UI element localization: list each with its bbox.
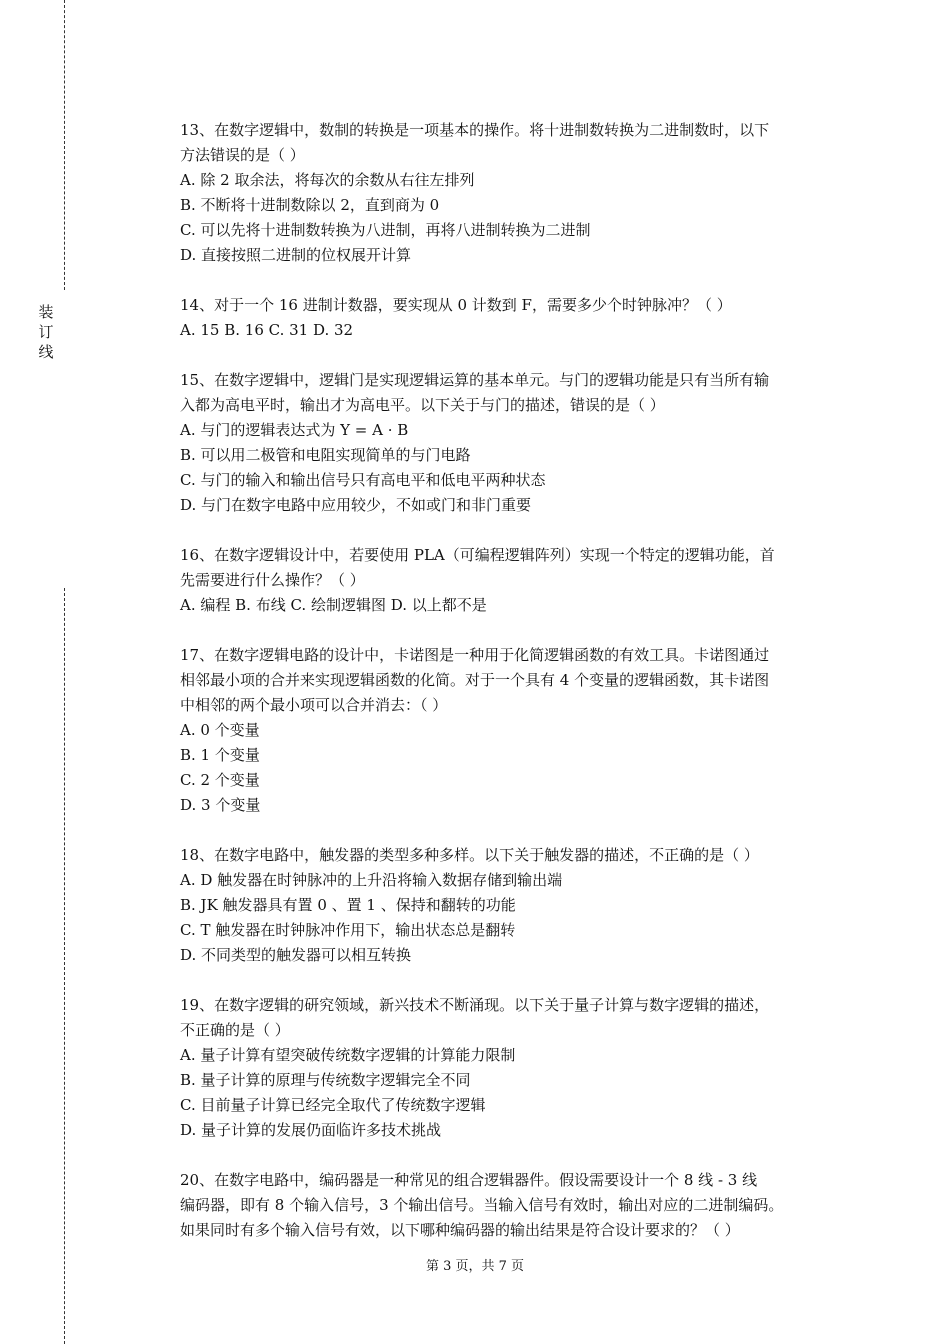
question-list — [180, 118, 850, 1268]
question-stem-line: 如果同时有多个输入信号有效，以下哪种编码器的输出结果是符合设计要求的？（ ） — [180, 1221, 740, 1239]
question-stem-line: 入都为高电平时，输出才为高电平。以下关于与门的描述，错误的是（ ） — [180, 396, 665, 414]
binding-char: 装 — [38, 303, 54, 321]
binding-label — [36, 302, 56, 362]
question-option: B. 量子计算的原理与传统数字逻辑完全不同 — [180, 1071, 471, 1089]
binding-char: 线 — [38, 343, 54, 361]
question-stem-line: 中相邻的两个最小项可以合并消去：（ ） — [180, 696, 448, 714]
question-option: A. 15 B. 16 C. 31 D. 32 — [180, 321, 354, 339]
question-stem-line: 15、在数字逻辑中，逻辑门是实现逻辑运算的基本单元。与门的逻辑功能是只有当所有输 — [180, 371, 770, 389]
question-option: D. 直接按照二进制的位权展开计算 — [180, 246, 412, 264]
question-block — [180, 993, 850, 1143]
question-stem-line: 编码器，即有 8 个输入信号，3 个输出信号。当输入信号有效时，输出对应的二进制编码。 — [180, 1196, 784, 1214]
question-option: A. D 触发器在时钟脉冲的上升沿将输入数据存储到输出端 — [180, 871, 563, 889]
question-option: B. JK 触发器具有置 0 、置 1 、保持和翻转的功能 — [180, 896, 516, 914]
question-block — [180, 1168, 850, 1243]
question-stem-line: 18、在数字电路中，触发器的类型多种多样。以下关于触发器的描述，不正确的是（ ） — [180, 846, 759, 864]
question-block — [180, 118, 850, 268]
question-option: A. 除 2 取余法，将每次的余数从右往左排列 — [180, 171, 475, 189]
question-stem-line: 20、在数字电路中，编码器是一种常见的组合逻辑器件。假设需要设计一个 8 线 - 3 线 — [180, 1171, 758, 1189]
question-block — [180, 368, 850, 518]
question-block — [180, 543, 850, 618]
question-option: A. 0 个变量 — [180, 721, 260, 739]
question-stem-line: 19、在数字逻辑的研究领域，新兴技术不断涌现。以下关于量子计算与数字逻辑的描述， — [180, 996, 770, 1014]
question-option: A. 编程 B. 布线 C. 绘制逻辑图 D. 以上都不是 — [180, 596, 487, 614]
question-block — [180, 293, 850, 343]
question-stem-line: 先需要进行什么操作？（ ） — [180, 571, 365, 589]
question-block — [180, 643, 850, 818]
question-option: D. 与门在数字电路中应用较少，不如或门和非门重要 — [180, 496, 532, 514]
question-option: C. 2 个变量 — [180, 771, 260, 789]
binding-line-top — [64, 0, 65, 290]
question-option: D. 量子计算的发展仍面临许多技术挑战 — [180, 1121, 442, 1139]
question-stem-line: 16、在数字逻辑设计中，若要使用 PLA（可编程逻辑阵列）实现一个特定的逻辑功能，首 — [180, 546, 775, 564]
question-stem-line: 方法错误的是（ ） — [180, 146, 305, 164]
question-stem-line: 14、对于一个 16 进制计数器，要实现从 0 计数到 F，需要多少个时钟脉冲？（ ） — [180, 296, 732, 314]
question-option: B. 1 个变量 — [180, 746, 260, 764]
question-stem-line: 13、在数字逻辑中，数制的转换是一项基本的操作。将十进制数转换为二进制数时，以下 — [180, 121, 770, 139]
question-option: C. 与门的输入和输出信号只有高电平和低电平两种状态 — [180, 471, 546, 489]
question-stem-line: 不正确的是（ ） — [180, 1021, 290, 1039]
question-stem-line: 17、在数字逻辑电路的设计中，卡诺图是一种用于化简逻辑函数的有效工具。卡诺图通过 — [180, 646, 770, 664]
question-option: C. 可以先将十进制数转换为八进制，再将八进制转换为二进制 — [180, 221, 591, 239]
question-option: A. 量子计算有望突破传统数字逻辑的计算能力限制 — [180, 1046, 516, 1064]
binding-line-bottom — [64, 588, 65, 1344]
question-option: C. 目前量子计算已经完全取代了传统数字逻辑 — [180, 1096, 486, 1114]
question-option: C. T 触发器在时钟脉冲作用下，输出状态总是翻转 — [180, 921, 516, 939]
page-footer: 第 3 页，共 7 页 — [425, 1259, 525, 1274]
binding-char: 订 — [38, 323, 54, 341]
question-option: B. 不断将十进制数除以 2，直到商为 0 — [180, 196, 440, 214]
question-stem-line: 相邻最小项的合并来实现逻辑函数的化简。对于一个具有 4 个变量的逻辑函数，其卡诺图 — [180, 671, 770, 689]
question-option: D. 不同类型的触发器可以相互转换 — [180, 946, 412, 964]
question-option: B. 可以用二极管和电阻实现简单的与门电路 — [180, 446, 471, 464]
question-option: A. 与门的逻辑表达式为 Y = A · B — [180, 421, 409, 439]
question-option: D. 3 个变量 — [180, 796, 261, 814]
question-block — [180, 843, 850, 968]
